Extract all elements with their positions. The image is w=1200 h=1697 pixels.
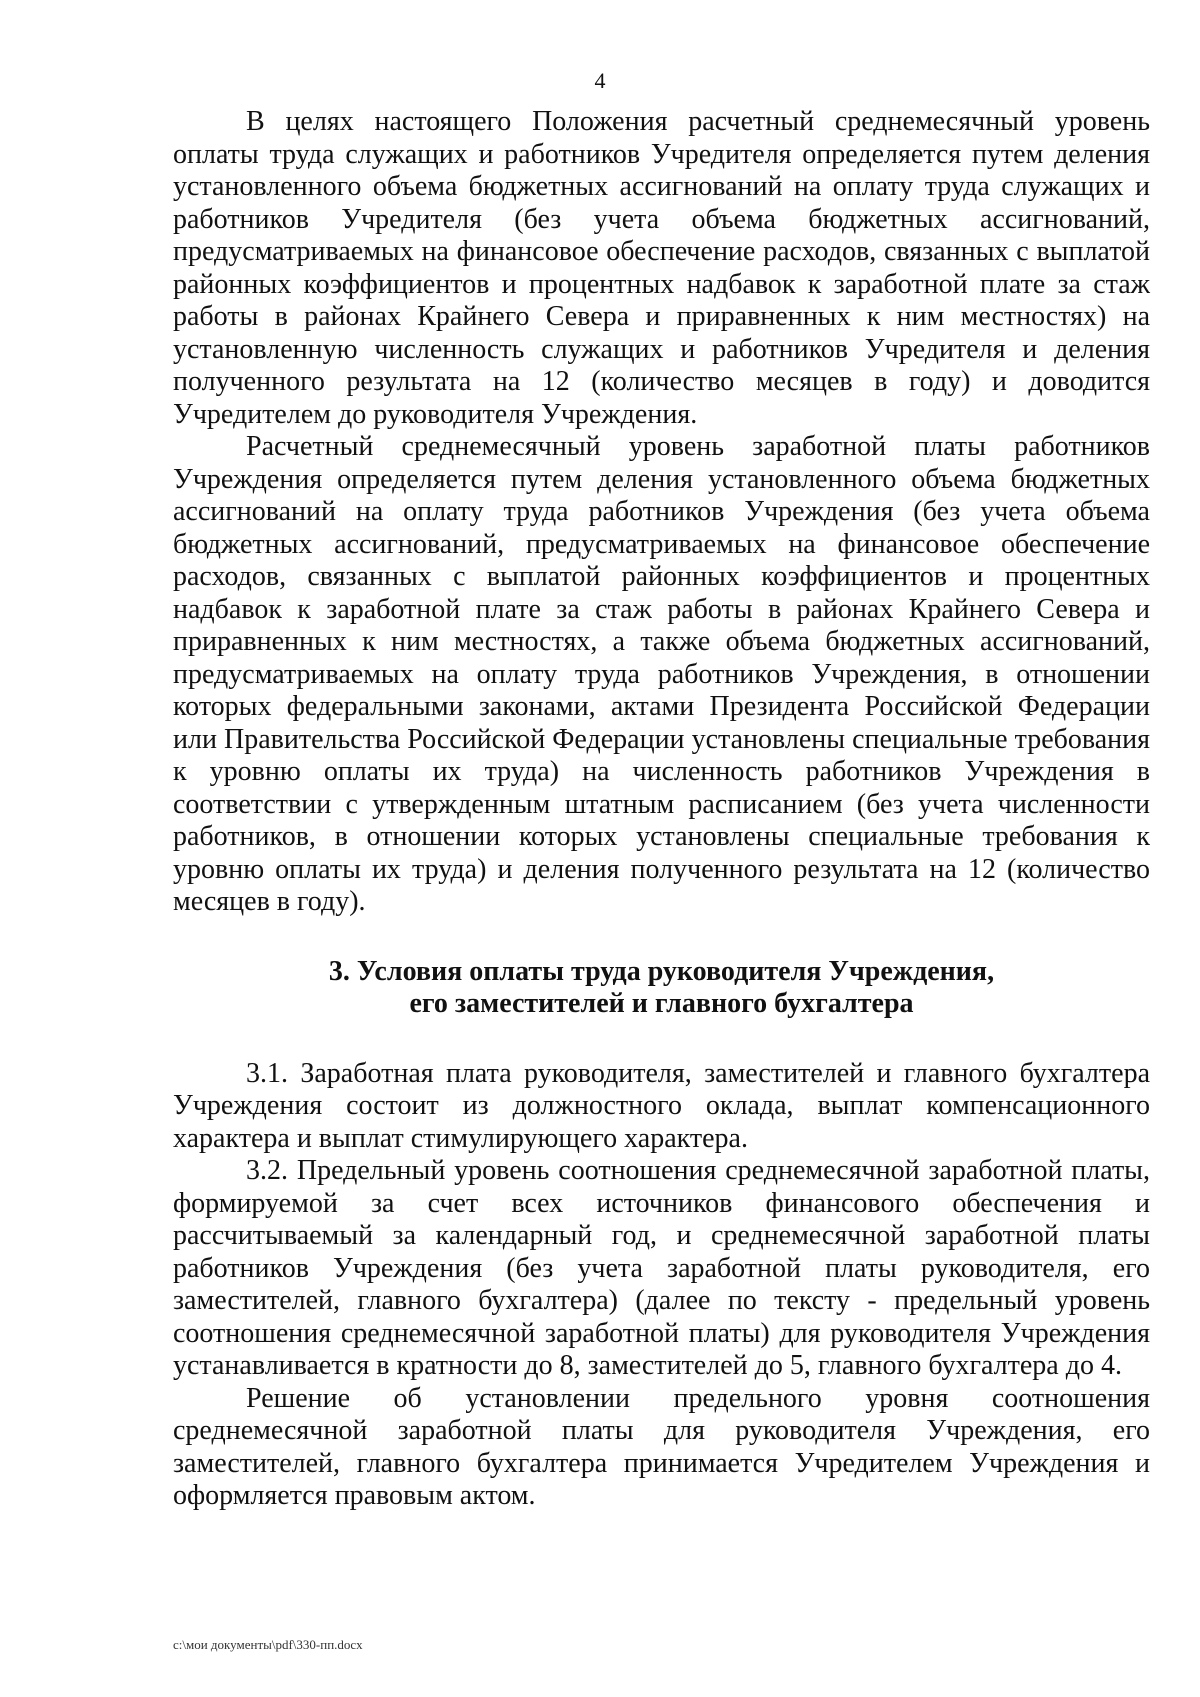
section-heading-line-1: 3. Условия оплаты труда руководителя Учреждения, <box>328 955 995 987</box>
paragraph-3-2: 3.2. Предельный уровень соотношения среднемесячной заработной платы, формируемой за счет всех источников финансового обеспечения и рассчитываемый за календарный год, и среднемесячной заработной платы работников Учреждения (без учета заработной платы руководителя, его заместителей, главного бухгалтера) (далее по тексту - предельный уровень соотношения среднемесячной заработной платы) для руководителя Учреждения устанавливается в кратности до 8, заместителей до 5, главного бухгалтера до 4. <box>173 1155 1150 1381</box>
paragraph-salary-level-founder: В целях настоящего Положения расчетный среднемесячный уровень оплаты труда служащих и работников Учредителя определяется путем деления установленного объема бюджетных ассигнований на оплату труда служащих и работников Учредителя (без учета объема бюджетных ассигнований, предусматриваемых на финансовое обеспечение расходов, связанных с выплатой районных коэффициентов и процентных надбавок к заработной плате за стаж работы в районах Крайнего Севера и приравненных к ним местностях) на установленную численность служащих и работников Учредителя и деления полученного результата на 12 (количество месяцев в году) и доводится Учредителем до руководителя Учреждения. <box>173 106 1150 430</box>
section-heading <box>173 956 1150 1020</box>
footer-file-path: c:\мои документы\pdf\330-пп.docx <box>173 1637 363 1652</box>
document-body <box>173 106 1150 1513</box>
paragraph-3-1: 3.1. Заработная плата руководителя, заместителей и главного бухгалтера Учреждения состоит из должностного оклада, выплат компенсационного характера и выплат стимулирующего характера. <box>173 1057 1150 1154</box>
paragraph-salary-level-institution: Расчетный среднемесячный уровень заработной платы работников Учреждения определяется путем деления установленного объема бюджетных ассигнований на оплату труда работников Учреждения (без учета объема бюджетных ассигнований, предусматриваемых на финансовое обеспечение расходов, связанных с выплатой районных коэффициентов и процентных надбавок к заработной плате за стаж работы в районах Крайнего Севера и приравненных к ним местностях, а также объема бюджетных ассигнований, предусматриваемых на оплату труда работников Учреждения, в отношении которых федеральными законами, актами Президента Российской Федерации или Правительства Российской Федерации установлены специальные требования к уровню оплаты их труда) на численность работников Учреждения в соответствии с утвержденным штатным расписанием (без учета численности работников, в отношении которых установлены специальные требования к уровню оплаты их труда) и деления полученного результата на 12 (количество месяцев в году). <box>173 431 1150 917</box>
section-heading-line-2: его заместителей и главного бухгалтера <box>409 987 914 1019</box>
page-number: 4 <box>594 68 606 93</box>
paragraph-decision: Решение об установлении предельного уровня соотношения среднемесячной заработной платы для руководителя Учреждения, его заместителей, главного бухгалтера принимается Учредителем Учреждения и оформляется правовым актом. <box>173 1382 1150 1511</box>
